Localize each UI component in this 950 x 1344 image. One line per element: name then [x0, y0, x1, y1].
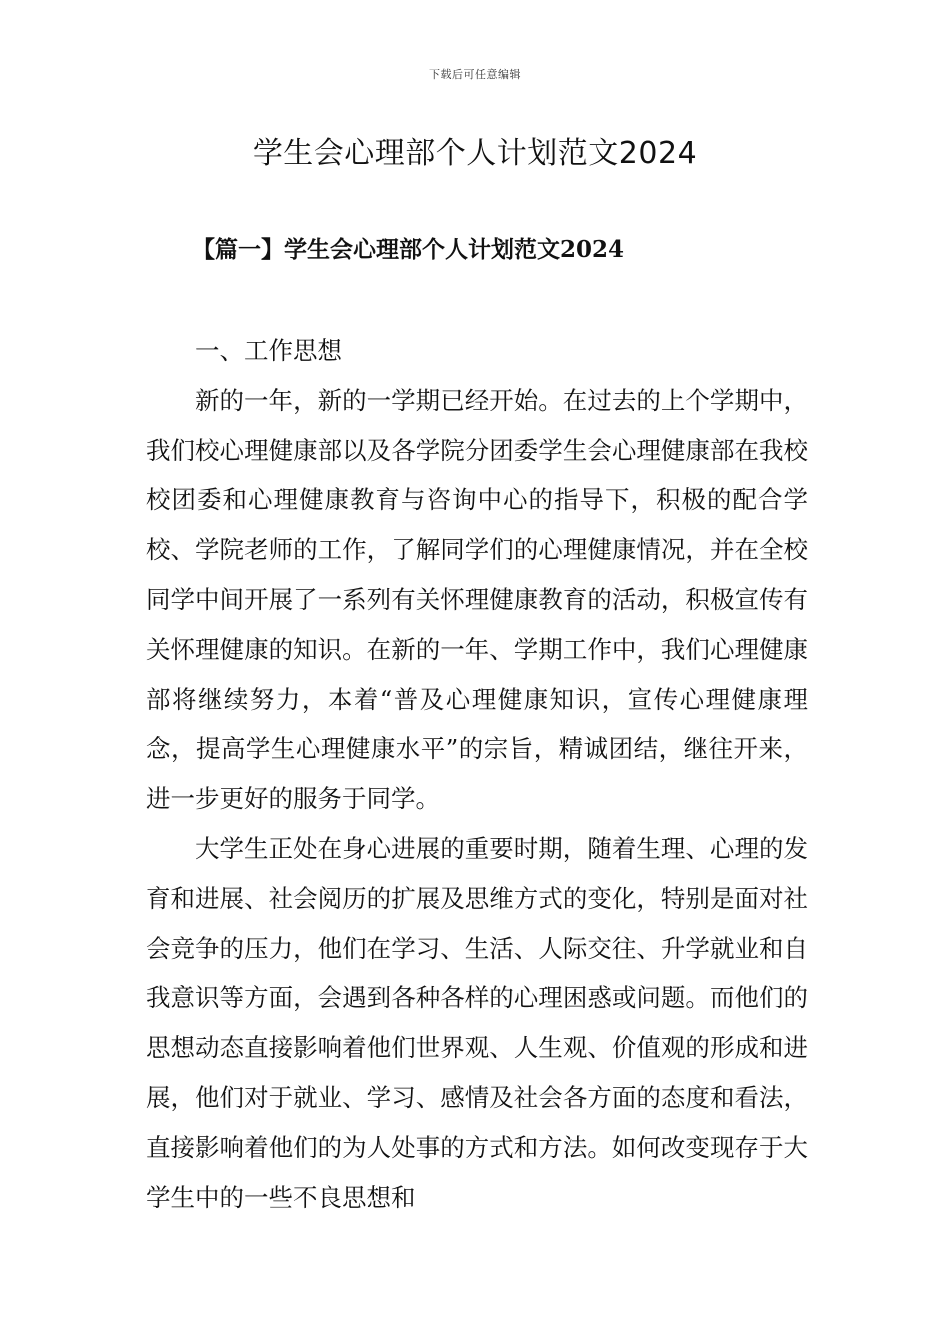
header-note: 下载后可任意编辑: [429, 68, 521, 81]
document-body: [146, 326, 808, 1222]
body-paragraph: 新的一年，新的一学期已经开始。在过去的上个学期中，我们校心理健康部以及各学院分团委学生会心理健康部在我校校团委和心理健康教育与咨询中心的指导下，积极的配合学校、学院老师的工作，了解同学们的心理健康情况，并在全校同学中间开展了一系列有关怀理健康教育的活动，积极宣传有关怀理健康的知识。在新的一年、学期工作中，我们心理健康部将继续努力，本着“普及心理健康知识，宣传心理健康理念，提高学生心理健康水平”的宗旨，精诚团结，继往开来，进一步更好的服务于同学。: [146, 385, 808, 814]
document-title: 学生会心理部个人计划范文2024: [252, 136, 698, 171]
body-paragraph: 大学生正处在身心进展的重要时期，随着生理、心理的发育和进展、社会阅历的扩展及思维方式的变化，特别是面对社会竞争的压力，他们在学习、生活、人际交往、升学就业和自我意识等方面，会遇到各种各样的心理困惑或问题。而他们的思想动态直接影响着他们世界观、人生观、价值观的形成和进展，他们对于就业、学习、感情及社会各方面的态度和看法，直接影响着他们的为人处事的方式和方法。如何改变现存于大学生中的一些不良思想和: [146, 833, 808, 1212]
section-title: 【篇一】学生会心理部个人计划范文2024: [192, 236, 625, 263]
subsection-heading: 一、工作思想: [195, 336, 342, 365]
